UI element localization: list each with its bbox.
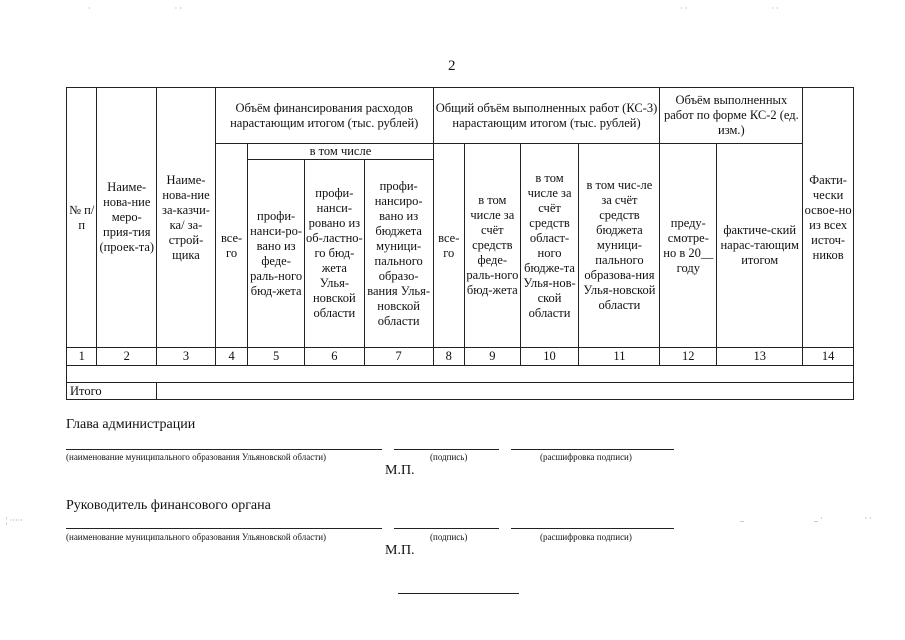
col-num-4: 4 — [215, 348, 247, 366]
col-num-9: 9 — [464, 348, 520, 366]
col-num-10: 10 — [520, 348, 579, 366]
header-col-3: Наиме-нова-ние за-казчи-ка/ за-строй-щика — [157, 88, 216, 348]
header-col-4: все-го — [215, 144, 247, 348]
header-ks3-group: Общий объём выполненных работ (КС-3) нарастающим итогом (тыс. рублей) — [433, 88, 660, 144]
column-number-row — [67, 348, 854, 366]
header-col-14: Факти-чески освое-но из всех источ-ников — [803, 88, 854, 348]
finance-caption-decode: (расшифровка подписи) — [540, 532, 632, 542]
header-col-9: в том числе за счёт средств феде-раль-ного бюд-жета — [464, 144, 520, 348]
header-ks2-group: Объём выполненных работ по форме КС-2 (ед. изм.) — [660, 88, 803, 144]
finance-decode-line — [511, 528, 674, 529]
header-col-12: преду-смотре-но в 20__ году — [660, 144, 717, 348]
finance-caption-org: (наименование муниципального образования Ульяновской области) — [66, 532, 327, 542]
header-funding-group: Объём финансирования расходов нарастающим итогом (тыс. рублей) — [215, 88, 433, 144]
header-col-10: в том числе за счёт средств област-ного бюдже-та Улья-нов-ской области — [520, 144, 579, 348]
head-decode-line — [511, 449, 674, 450]
empty-data-row — [67, 366, 854, 383]
header-col-6: профи-нанси-ровано из об-ластно-го бюд-жета Улья-новской области — [304, 160, 364, 348]
finance-stamp-place: М.П. — [385, 543, 415, 558]
head-caption-org: (наименование муниципального образования Ульяновской области) — [66, 452, 327, 462]
finance-org-line — [66, 528, 382, 529]
col-num-5: 5 — [248, 348, 305, 366]
col-num-2: 2 — [97, 348, 157, 366]
closing-rule — [398, 593, 519, 594]
scan-speck-right: _ _ · · · — [740, 514, 872, 523]
empty-row-cell — [67, 366, 854, 383]
col-num-12: 12 — [660, 348, 717, 366]
head-stamp-place: М.П. — [385, 463, 415, 478]
col-num-3: 3 — [157, 348, 216, 366]
total-label: Итого — [67, 383, 157, 400]
header-col-1: № п/п — [67, 88, 97, 348]
header-col-13: фактиче-ский нарас-тающим итогом — [717, 144, 803, 348]
col-num-11: 11 — [579, 348, 660, 366]
header-col-11: в том чис-ле за счёт средств бюджета муници-пального образова-ния Улья-новской области — [579, 144, 660, 348]
scan-speck-left: ¦ ····· — [6, 516, 23, 525]
finance-caption-sign: (подпись) — [430, 532, 468, 542]
total-row — [67, 383, 854, 400]
finance-sign-line — [394, 528, 499, 529]
finance-title: Руководитель финансового органа — [66, 498, 271, 513]
head-caption-sign: (подпись) — [430, 452, 468, 462]
head-caption-decode: (расшифровка подписи) — [540, 452, 632, 462]
col-num-13: 13 — [717, 348, 803, 366]
head-org-line — [66, 449, 382, 450]
header-row-groups — [67, 88, 854, 144]
col-num-14: 14 — [803, 348, 854, 366]
head-sign-line — [394, 449, 499, 450]
total-values-cell — [157, 383, 854, 400]
col-num-1: 1 — [67, 348, 97, 366]
header-col-5: профи-нанси-ро-вано из феде-раль-ного бюд-жета — [248, 160, 305, 348]
header-including: в том числе — [248, 144, 433, 160]
col-num-6: 6 — [304, 348, 364, 366]
header-col-8: все-го — [433, 144, 464, 348]
col-num-8: 8 — [433, 348, 464, 366]
header-col-2: Наиме-нова-ние меро-прия-тия (проек-та) — [97, 88, 157, 348]
report-table — [66, 87, 854, 400]
scan-speck-top-right: · · · · — [680, 4, 779, 13]
page-number: 2 — [448, 58, 456, 74]
scan-speck-top-left: · · · — [88, 4, 182, 13]
header-col-7: профи-нансиро-вано из бюджета муници-пального образо-вания Улья-новской области — [364, 160, 433, 348]
col-num-7: 7 — [364, 348, 433, 366]
head-title: Глава администрации — [66, 417, 196, 432]
